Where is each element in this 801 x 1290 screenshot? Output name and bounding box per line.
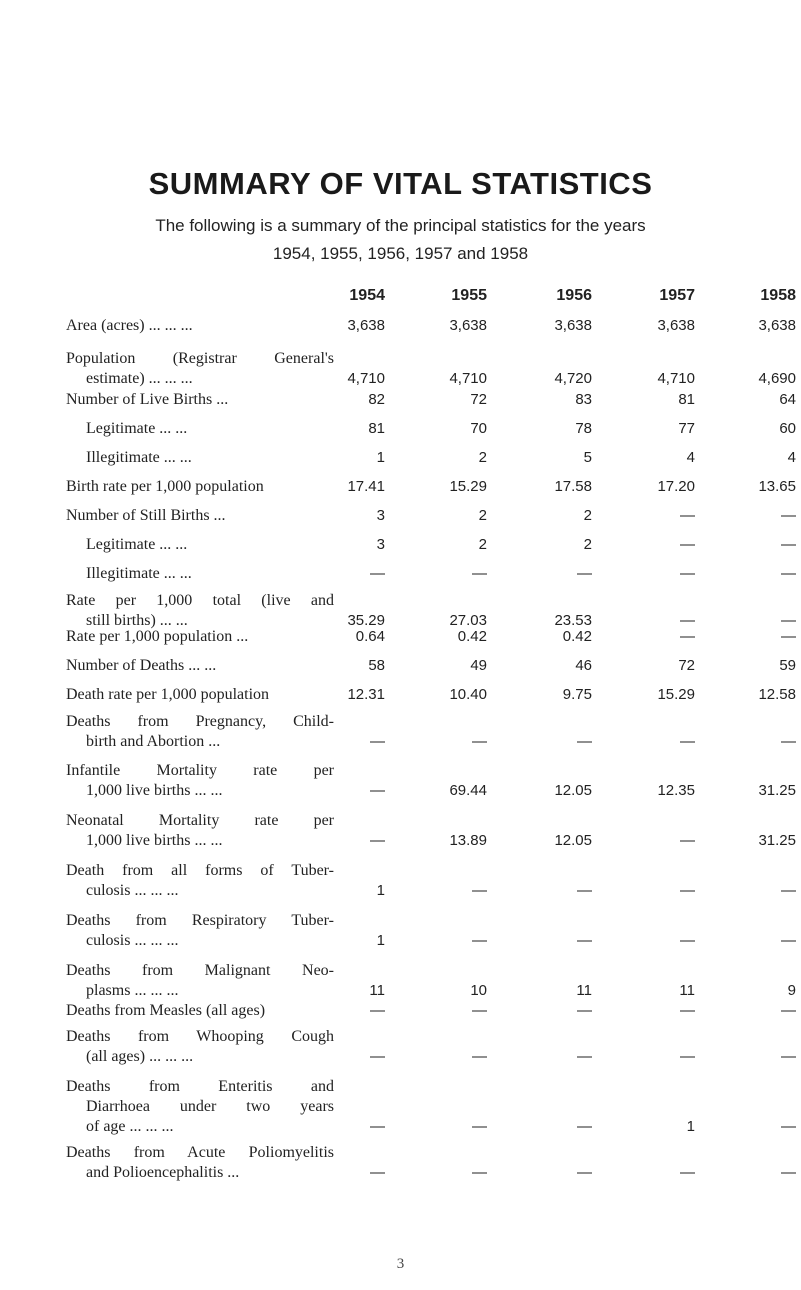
table-cell: — bbox=[781, 1002, 796, 1019]
table-cell: 4 bbox=[787, 449, 796, 466]
table-cell: 15.29 bbox=[657, 686, 695, 703]
row-label-line: Number of Deaths ... ... bbox=[66, 657, 217, 674]
row-label-line: Deaths from Pregnancy, Child- bbox=[66, 713, 334, 730]
row-label-line: 1,000 live births ... ... bbox=[86, 832, 223, 849]
table-cell: 83 bbox=[575, 391, 592, 408]
table-cell: 4,710 bbox=[657, 370, 695, 387]
table-cell: — bbox=[472, 1048, 487, 1065]
table-cell: 77 bbox=[678, 420, 695, 437]
table-cell: — bbox=[680, 507, 695, 524]
row-label-line: Deaths from Measles (all ages) bbox=[66, 1002, 266, 1019]
table-cell: 9 bbox=[787, 982, 796, 999]
row-label-line: Number of Live Births ... bbox=[66, 391, 229, 408]
row-label-line: Area (acres) ... ... ... bbox=[66, 317, 193, 334]
table-cell: — bbox=[781, 628, 796, 645]
table-cell: — bbox=[680, 832, 695, 849]
row-label bbox=[66, 861, 334, 901]
table-cell: 31.25 bbox=[758, 832, 796, 849]
table-cell: — bbox=[370, 832, 385, 849]
table-cell: 78 bbox=[575, 420, 592, 437]
row-label-line: Deaths from Whooping Cough bbox=[66, 1028, 334, 1045]
table-cell: 12.35 bbox=[657, 782, 695, 799]
table-cell: — bbox=[680, 536, 695, 553]
table-cell: 58 bbox=[368, 657, 385, 674]
year-header: 1958 bbox=[760, 287, 796, 304]
table-cell: — bbox=[577, 565, 592, 582]
row-label-line: estimate) ... ... ... bbox=[86, 370, 193, 387]
table-cell: — bbox=[370, 1002, 385, 1019]
row-label bbox=[66, 564, 334, 584]
table-cell: 49 bbox=[470, 657, 487, 674]
table-cell: 82 bbox=[368, 391, 385, 408]
row-label bbox=[66, 712, 334, 752]
row-label-line: Population (Registrar General's bbox=[66, 350, 334, 367]
table-cell: — bbox=[577, 1048, 592, 1065]
table-cell: 27.03 bbox=[449, 612, 487, 629]
row-label bbox=[66, 349, 334, 389]
table-cell: 3,638 bbox=[554, 317, 592, 334]
table-cell: — bbox=[781, 882, 796, 899]
row-label-line: Rate per 1,000 population ... bbox=[66, 628, 249, 645]
table-cell: 1 bbox=[686, 1118, 695, 1135]
table-cell: 60 bbox=[779, 420, 796, 437]
row-label-line: plasms ... ... ... bbox=[86, 982, 179, 999]
row-label-line: birth and Abortion ... bbox=[86, 733, 221, 750]
table-cell: 72 bbox=[470, 391, 487, 408]
table-cell: 59 bbox=[779, 657, 796, 674]
table-cell: — bbox=[472, 1164, 487, 1181]
table-cell: 72 bbox=[678, 657, 695, 674]
table-cell: 3,638 bbox=[657, 317, 695, 334]
row-label bbox=[66, 1001, 334, 1021]
table-cell: 35.29 bbox=[347, 612, 385, 629]
intro-line-1: The following is a summary of the principal statistics for the years bbox=[155, 216, 646, 235]
row-label-line: Legitimate ... ... bbox=[86, 536, 188, 553]
row-label-line: still births) ... ... bbox=[86, 612, 188, 629]
table-cell: 3,638 bbox=[449, 317, 487, 334]
row-label bbox=[66, 506, 334, 526]
table-cell: 4,710 bbox=[347, 370, 385, 387]
row-label bbox=[66, 1143, 334, 1183]
table-cell: 17.58 bbox=[554, 478, 592, 495]
table-cell: — bbox=[370, 733, 385, 750]
table-cell: — bbox=[781, 733, 796, 750]
table-cell: — bbox=[472, 733, 487, 750]
table-cell: — bbox=[680, 1002, 695, 1019]
page-title: SUMMARY OF VITAL STATISTICS bbox=[148, 166, 653, 201]
year-header: 1956 bbox=[556, 287, 592, 304]
table-cell: 2 bbox=[478, 507, 487, 524]
table-cell: 11 bbox=[576, 982, 592, 999]
table-cell: 70 bbox=[470, 420, 487, 437]
table-cell: 81 bbox=[368, 420, 385, 437]
page-number: 3 bbox=[396, 1256, 405, 1272]
table-cell: 0.64 bbox=[355, 628, 385, 645]
row-label bbox=[66, 656, 334, 676]
row-label-line: Number of Still Births ... bbox=[66, 507, 226, 524]
table-cell: 9.75 bbox=[562, 686, 592, 703]
row-label-line: and Polioencephalitis ... bbox=[86, 1164, 240, 1181]
row-label-line: Illegitimate ... ... bbox=[86, 449, 192, 466]
table-cell: 4,710 bbox=[449, 370, 487, 387]
row-label-line: Deaths from Acute Poliomyelitis bbox=[66, 1144, 334, 1161]
table-cell: — bbox=[680, 882, 695, 899]
row-label-line: culosis ... ... ... bbox=[86, 882, 179, 899]
table-cell: — bbox=[577, 1002, 592, 1019]
table-cell: 10.40 bbox=[449, 686, 487, 703]
table-cell: — bbox=[577, 932, 592, 949]
table-cell: 2 bbox=[583, 536, 592, 553]
table-cell: 17.41 bbox=[347, 478, 385, 495]
table-cell: 4,720 bbox=[554, 370, 592, 387]
table-cell: 1 bbox=[376, 932, 385, 949]
table-cell: 81 bbox=[678, 391, 695, 408]
table-cell: 23.53 bbox=[554, 612, 592, 629]
table-cell: — bbox=[680, 612, 695, 629]
table-cell: — bbox=[577, 733, 592, 750]
row-label-line: Rate per 1,000 total (live and bbox=[66, 592, 334, 609]
table-cell: — bbox=[472, 1002, 487, 1019]
table-cell: — bbox=[781, 507, 796, 524]
row-label-line: Diarrhoea under two years bbox=[86, 1098, 334, 1115]
table-cell: 64 bbox=[779, 391, 796, 408]
table-cell: — bbox=[680, 565, 695, 582]
table-cell: 4 bbox=[686, 449, 695, 466]
row-label-line: Birth rate per 1,000 population bbox=[66, 478, 264, 495]
row-label-line: Death from all forms of Tuber- bbox=[66, 862, 334, 879]
year-header: 1954 bbox=[349, 287, 385, 304]
table-cell: 2 bbox=[583, 507, 592, 524]
table-cell: 2 bbox=[478, 449, 487, 466]
table-cell: — bbox=[577, 882, 592, 899]
year-header: 1955 bbox=[451, 287, 487, 304]
table-cell: 13.89 bbox=[449, 832, 487, 849]
row-label-line: (all ages) ... ... ... bbox=[86, 1048, 194, 1065]
table-cell: 5 bbox=[583, 449, 592, 466]
table-cell: 11 bbox=[679, 982, 695, 999]
table-cell: — bbox=[370, 1118, 385, 1135]
table-cell: 69.44 bbox=[449, 782, 487, 799]
row-label-line: Neonatal Mortality rate per bbox=[66, 812, 334, 829]
table-cell: — bbox=[680, 628, 695, 645]
year-header: 1957 bbox=[659, 287, 695, 304]
table-cell: 12.05 bbox=[554, 832, 592, 849]
table-cell: — bbox=[680, 1048, 695, 1065]
table-cell: — bbox=[370, 782, 385, 799]
table-cell: — bbox=[472, 565, 487, 582]
row-label bbox=[66, 535, 334, 555]
row-label-line: Deaths from Enteritis and bbox=[66, 1078, 334, 1095]
table-cell: 13.65 bbox=[758, 478, 796, 495]
table-cell: — bbox=[781, 1048, 796, 1065]
row-label bbox=[66, 1077, 334, 1137]
table-cell: — bbox=[370, 1164, 385, 1181]
table-cell: 15.29 bbox=[449, 478, 487, 495]
row-label bbox=[66, 1027, 334, 1067]
table-cell: 1 bbox=[376, 882, 385, 899]
table-cell: 17.20 bbox=[657, 478, 695, 495]
table-cell: 12.58 bbox=[758, 686, 796, 703]
table-cell: 12.05 bbox=[554, 782, 592, 799]
table-cell: 2 bbox=[478, 536, 487, 553]
table-cell: — bbox=[781, 1164, 796, 1181]
row-label bbox=[66, 477, 334, 497]
table-cell: — bbox=[577, 1118, 592, 1135]
table-cell: — bbox=[680, 733, 695, 750]
table-cell: — bbox=[472, 882, 487, 899]
table-cell: 0.42 bbox=[562, 628, 592, 645]
row-label bbox=[66, 961, 334, 1001]
table-cell: 46 bbox=[575, 657, 592, 674]
row-label bbox=[66, 685, 334, 705]
row-label-line: Infantile Mortality rate per bbox=[66, 762, 334, 779]
table-cell: 3 bbox=[376, 536, 385, 553]
row-label-line: Legitimate ... ... bbox=[86, 420, 188, 437]
row-label-line: culosis ... ... ... bbox=[86, 932, 179, 949]
table-cell: — bbox=[472, 932, 487, 949]
row-label-line: Deaths from Respiratory Tuber- bbox=[66, 912, 334, 929]
table-cell: — bbox=[781, 565, 796, 582]
table-cell: 3,638 bbox=[758, 317, 796, 334]
table-cell: 1 bbox=[376, 449, 385, 466]
row-label bbox=[66, 761, 334, 801]
row-label bbox=[66, 911, 334, 951]
table-cell: — bbox=[472, 1118, 487, 1135]
row-label-line: Death rate per 1,000 population bbox=[66, 686, 270, 703]
table-cell: 31.25 bbox=[758, 782, 796, 799]
table-cell: — bbox=[680, 932, 695, 949]
row-label bbox=[66, 591, 334, 631]
row-label-line: 1,000 live births ... ... bbox=[86, 782, 223, 799]
row-label-line: Illegitimate ... ... bbox=[86, 565, 192, 582]
row-label bbox=[66, 419, 334, 439]
table-cell: — bbox=[577, 1164, 592, 1181]
table-cell: — bbox=[370, 1048, 385, 1065]
table-cell: — bbox=[370, 565, 385, 582]
row-label-line: Deaths from Malignant Neo- bbox=[66, 962, 334, 979]
table-cell: 12.31 bbox=[347, 686, 385, 703]
table-cell: — bbox=[781, 536, 796, 553]
table-cell: 10 bbox=[470, 982, 487, 999]
table-cell: 3,638 bbox=[347, 317, 385, 334]
table-cell: 0.42 bbox=[457, 628, 487, 645]
row-label bbox=[66, 316, 334, 336]
row-label bbox=[66, 811, 334, 851]
table-cell: — bbox=[781, 612, 796, 629]
table-cell: — bbox=[781, 1118, 796, 1135]
row-label bbox=[66, 390, 334, 410]
table-cell: — bbox=[781, 932, 796, 949]
row-label bbox=[66, 448, 334, 468]
intro-line-2: 1954, 1955, 1956, 1957 and 1958 bbox=[272, 244, 529, 263]
table-cell: 11 bbox=[369, 982, 385, 999]
table-cell: 4,690 bbox=[758, 370, 796, 387]
row-label-line: of age ... ... ... bbox=[86, 1118, 174, 1135]
row-label bbox=[66, 627, 334, 647]
table-cell: 3 bbox=[376, 507, 385, 524]
table-cell: — bbox=[680, 1164, 695, 1181]
